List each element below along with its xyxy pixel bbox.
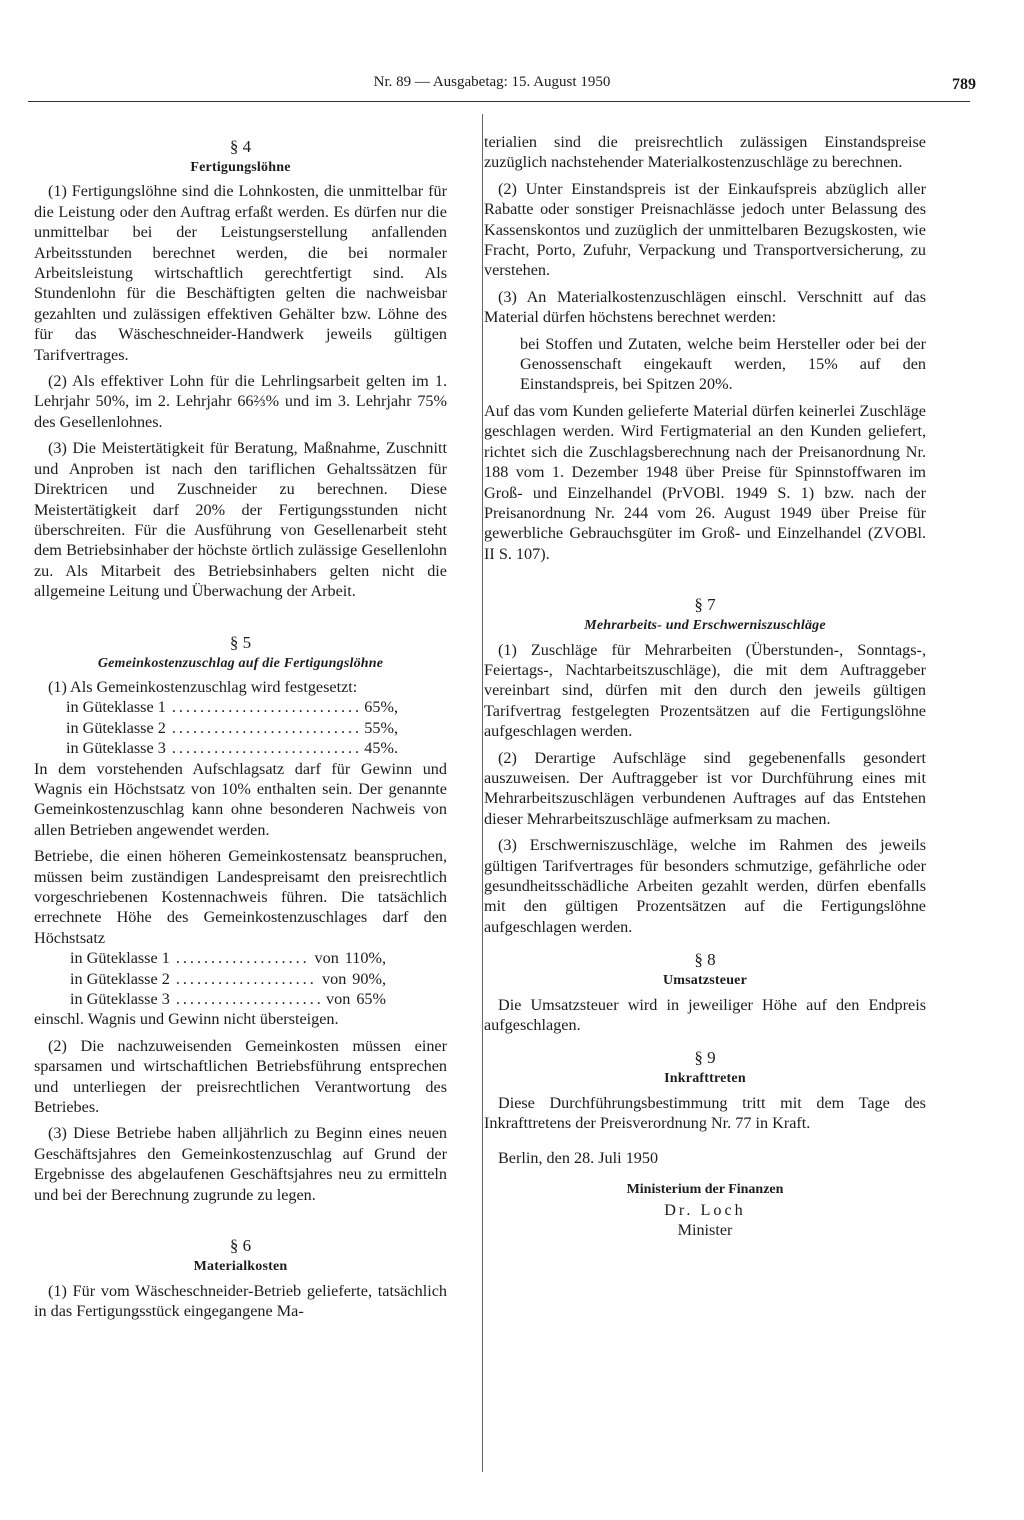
section-6-continued: [484, 132, 926, 564]
paragraph: terialien sind die preisrechtlich zulässigen Einstandspreise zuzüglich nachstehender Materialkostenzuschläge zu berechnen.: [484, 133, 926, 172]
section-heading: Umsatzsteuer: [662, 973, 748, 989]
paragraph: (2) Derartige Aufschläge sind gegebenenfalls gesondert auszuweisen. Der Auftraggeber ist vor Durchführung eines mit Mehrarbeitszuschlägen verbundenen Auftrages auf das Entstehen dieser Mehrarbeitszuschläge aufmerksam zu machen.: [484, 748, 926, 828]
rate-row: in Güteklasse 3 ..... 45%.: [66, 738, 398, 758]
ministry-name: Ministerium der Finanzen: [626, 1182, 784, 1198]
section-heading: Materialkosten: [193, 1259, 288, 1275]
section-4: [34, 136, 447, 602]
section-9: [484, 1047, 926, 1133]
paragraph: (2) Die nachzuweisenden Gemeinkosten müssen einer sparsamen und wirtschaftlichen Betriebsführung entsprechen und unterliegen der preisrechtlichen Verantwortung des Betriebes.: [34, 1036, 447, 1117]
section-5: [34, 632, 447, 1206]
paragraph: (2) Als effektiver Lohn für die Lehrlingsarbeit gelten im 1. Lehrjahr 50%, im 2. Lehrjahr 66⅔% und im 3. Lehrjahr 75% des Gesellenlohnes.: [34, 372, 447, 431]
rate-row: in Güteklasse 2 ..... von 90%,: [70, 969, 386, 989]
paragraph: (1) Als Gemeinkostenzuschlag wird festgesetzt:: [48, 677, 358, 696]
section-6: [34, 1235, 447, 1321]
paragraph: (1) Zuschläge für Mehrarbeiten (Überstunden-, Sonntags-, Feiertags-, Nachtarbeitszuschläge), die mit dem Auftraggeber vereinbart sind, dürfen mit den durch den jeweils gültigen Tarifvertrag festgelegten Prozentsätzen auf die Fertigungslöhne aufgeschlagen werden.: [484, 640, 926, 741]
paragraph: (1) Fertigungslöhne sind die Lohnkosten, die unmittelbar für die Leistung oder den Auftrag erfaßt werden. Es dürfen nur die unmittelbar bei der Leistungserstellung anfallenden Arbeitsstunden berechnet werden, die bei normaler Arbeitsleistung wirtschaftlich gerechtfertigt sind. Als Stundenlohn für die Beschäftigten gelten die nachweisbar gezahlten und zulässigen effektiven Gehälter bzw. Löhne des für das Wäscheschneider-Handwerk jeweils gültigen Tarifvertrages.: [34, 182, 447, 364]
paragraph: Die Umsatzsteuer wird in jeweiliger Höhe auf den Endpreis aufgeschlagen.: [484, 995, 926, 1035]
rate-row: in Güteklasse 1 ..... von 110%,: [70, 948, 386, 968]
max-rate-list: [34, 948, 386, 1009]
section-8: [484, 949, 926, 1035]
section-number: § 6: [229, 1236, 252, 1256]
section-heading: Gemeinkostenzuschlag auf die Fertigungslöhne: [97, 655, 384, 671]
section-number: § 5: [229, 632, 252, 652]
paragraph: bei Stoffen und Zutaten, welche beim Hersteller oder bei der Genossenschaft eingekauft werden, 15% auf den Einstandspreis, bei Spitzen 20%.: [520, 334, 926, 394]
paragraph: Betriebe, die einen höheren Gemeinkostensatz beanspruchen, müssen beim zuständigen Landespreisamt den preisrechtlich vorgeschriebenen Kostennachweis führen. Die tatsächlich errechnete Höhe des Gemeinkostenzuschlages darf den Höchstsatz: [34, 847, 447, 947]
rate-list: [34, 697, 398, 758]
section-number: § 8: [694, 950, 716, 970]
page-number: 789: [952, 76, 976, 93]
paragraph: (3) Erschwerniszuschläge, welche im Rahmen des jeweils gültigen Tarifvertrages für besonders schmutzige, gefährliche oder gesundheitsschädliche Arbeiten gezahlt werden, dürfen ebenfalls mit den gültigen Prozentsätzen auf die Fertigungslöhne aufgeschlagen werden.: [484, 836, 926, 936]
rate-row: in Güteklasse 2 ..... 55%,: [66, 718, 398, 738]
paragraph: (3) Die Meistertätigkeit für Beratung, Maßnahme, Zuschnitt und Anproben ist nach den tariflichen Gehaltssätzen für Direktricen und Zuschneider zu berechnen. Diese Meistertätigkeit darf 20% der Fertigungsstunden nicht überschreiten. Für die Ausführung von Gesellenarbeit steht dem Betriebsinhaber der höchste örtlich zulässige Gesellenlohn zu. Als Mitarbeit des Betriebsinhabers gelten nicht die allgemeine Leitung und Überwachung der Arbeit.: [34, 439, 447, 601]
paragraph: (1) Für vom Wäscheschneider-Betrieb gelieferte, tatsächlich in das Fertigungsstück eingegangene Ma-: [34, 1281, 447, 1320]
rate-row: in Güteklasse 1 ..... 65%,: [66, 697, 398, 717]
section-number: § 4: [229, 137, 252, 156]
column-divider: [482, 114, 483, 1472]
section-heading: Mehrarbeits- und Erschwerniszuschläge: [584, 618, 826, 634]
signatory-name: Dr. Loch: [664, 1201, 746, 1220]
section-number: § 7: [694, 595, 716, 615]
header-rule: [28, 101, 970, 102]
left-column: [34, 136, 447, 1321]
section-7: [484, 594, 926, 937]
paragraph: einschl. Wagnis und Gewinn nicht übersteigen.: [34, 1010, 339, 1029]
signatory-role: Minister: [677, 1221, 733, 1240]
closing-block: [484, 1148, 926, 1240]
right-column: [484, 132, 926, 1240]
paragraph: (3) An Materialkostenzuschlägen einschl. Verschnitt auf das Material dürfen höchstens berechnet werden:: [484, 287, 926, 327]
page-header: [28, 74, 976, 104]
section-heading: Fertigungslöhne: [190, 160, 291, 175]
rate-row: in Güteklasse 3 ..... von 65%: [70, 989, 386, 1009]
issue-title: Nr. 89 — Ausgabetag: 15. August 1950: [373, 74, 611, 90]
section-heading: Inkrafttreten: [664, 1071, 746, 1087]
paragraph: (3) Diese Betriebe haben alljährlich zu Beginn eines neuen Geschäftsjahres den Gemeinkostenzuschlag auf Grund der Ergebnisse des abgelaufenen Geschäftsjahres neu zu ermitteln und bei der Berechnung zugrunde zu legen.: [34, 1124, 447, 1204]
section-number: § 9: [694, 1048, 716, 1068]
paragraph: In dem vorstehenden Aufschlagsatz darf für Gewinn und Wagnis ein Höchstsatz von 10% enthalten sein. Der genannte Gemeinkostenzuschlag kann ohne besonderen Nachweis von allen Betrieben angewendet werden.: [34, 759, 447, 839]
paragraph: (2) Unter Einstandspreis ist der Einkaufspreis abzüglich aller Rabatte oder sonstiger Preisnachlässe jedoch unter Belassung des Kassenskontos und zuzüglich der unmittelbaren Bezugskosten, wie Fracht, Porto, Zufuhr, Verpackung und Transportversicherung, zu verstehen.: [484, 179, 926, 280]
paragraph: Auf das vom Kunden gelieferte Material dürfen keinerlei Zuschläge geschlagen werden. Wird Fertigmaterial an den Kunden geliefert, richtet sich die Zuschlagsberechnung nach der Preisanordnung Nr. 188 vom 1. Dezember 1948 über Preise für Spinnstoffwaren im Groß- und Einzelhandel (PrVOBl. 1949 S. 1) bzw. nach der Preisanordnung Nr. 244 vom 26. August 1949 über Preise für gewerbliche Gebrauchsgüter im Groß- und Einzelhandel (ZVOBl. II S. 107).: [484, 401, 926, 563]
paragraph: Diese Durchführungsbestimmung tritt mit dem Tage des Inkrafttretens der Preisverordnung Nr. 77 in Kraft.: [484, 1093, 926, 1133]
place-date: Berlin, den 28. Juli 1950: [498, 1148, 659, 1167]
